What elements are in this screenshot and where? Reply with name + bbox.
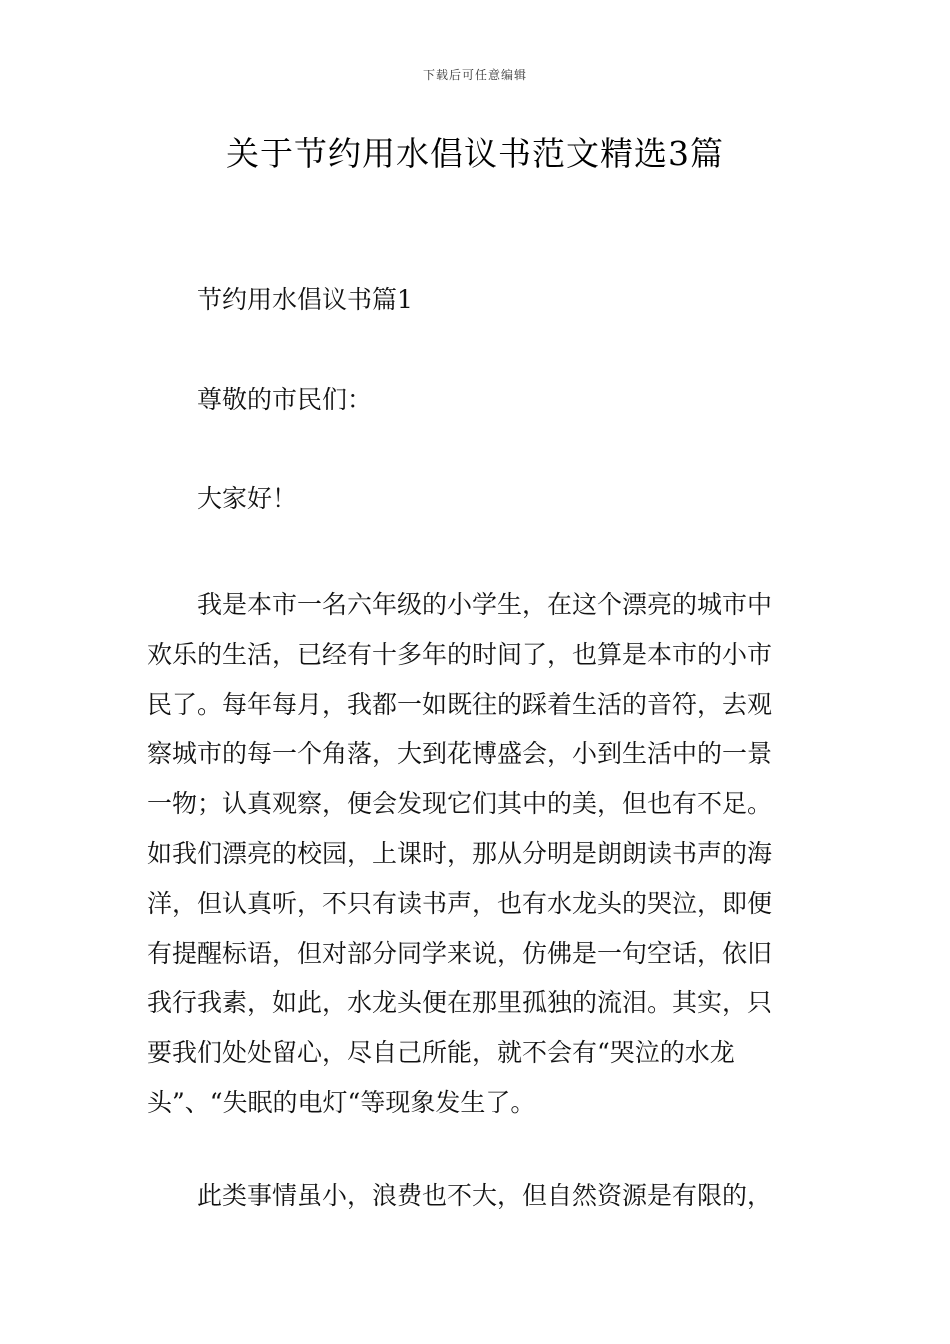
paragraph-line: 有提醒标语，但对部分同学来说，仿佛是一句空话，依旧 [147, 938, 773, 968]
paragraph-line: 要我们处处留心，尽自己所能，就不会有“哭泣的水龙 [147, 1038, 735, 1068]
paragraph-line: 头”、“失眠的电灯“等现象发生了。 [147, 1087, 536, 1117]
paragraph-line: 洋，但认真听，不只有读书声，也有水龙头的哭泣，即便 [147, 888, 773, 918]
paragraph-line: 我行我素，如此，水龙头便在那里孤独的流泪。其实，只 [147, 988, 773, 1018]
paragraph-1 [147, 580, 807, 1128]
paragraph-2-start: 此类事情虽小，浪费也不大，但自然资源是有限的， [197, 1181, 773, 1210]
greeting: 大家好！ [197, 484, 298, 513]
document-title: 关于节约用水倡议书范文精选3篇 [226, 134, 724, 173]
salutation: 尊敬的市民们： [197, 385, 373, 414]
paragraph-line: 民了。每年每月，我都一如既往的踩着生活的音符，去观 [147, 689, 773, 719]
paragraph-line: 欢乐的生活，已经有十多年的时间了，也算是本市的小市 [147, 639, 773, 669]
paragraph-line: 一物；认真观察，便会发现它们其中的美，但也有不足。 [147, 789, 773, 819]
header-note: 下载后可任意编辑 [422, 68, 527, 82]
section-title: 节约用水倡议书篇1 [197, 285, 413, 314]
paragraph-line: 我是本市一名六年级的小学生，在这个漂亮的城市中 [197, 590, 773, 619]
paragraph-line: 察城市的每一个角落，大到花博盛会，小到生活中的一景 [147, 739, 773, 769]
paragraph-line: 如我们漂亮的校园，上课时，那从分明是朗朗读书声的海 [147, 838, 773, 868]
